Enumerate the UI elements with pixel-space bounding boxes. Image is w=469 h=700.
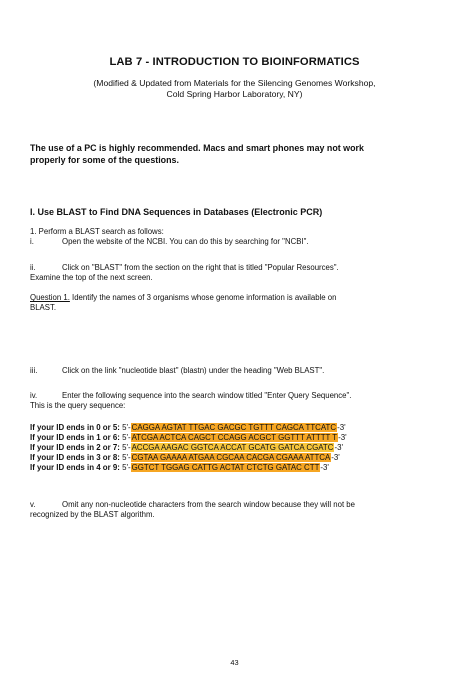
- question-1-label: Question 1.: [30, 293, 70, 302]
- step-ii-text-b: Examine the top of the next screen.: [30, 273, 153, 282]
- step-ii-number: ii.: [30, 263, 36, 272]
- section-heading: I. Use BLAST to Find DNA Sequences in Databases (Electronic PCR): [30, 207, 323, 217]
- step-iv-text-a: Enter the following sequence into the search window titled "Enter Query Sequence".: [62, 391, 352, 400]
- subtitle-line-1: (Modified & Updated from Materials for the Silencing Genomes Workshop,: [93, 78, 376, 88]
- sequence-label: If your ID ends in 1 or 6:: [30, 433, 120, 442]
- sequence-row-0: [30, 423, 346, 433]
- step-iii-text: Click on the link "nucleotide blast" (blastn) under the heading "Web BLAST".: [62, 366, 325, 375]
- sequence-label: If your ID ends in 3 or 8:: [30, 453, 120, 462]
- sequence-highlight: CGTAA GAAAA ATGAA CGCAA CACGA CGAAA ATTCA: [131, 453, 331, 462]
- step-iv-text-b: This is the query sequence:: [30, 401, 126, 410]
- sequence-suffix: -3': [338, 433, 347, 442]
- step-ii-text-a: Click on "BLAST" from the section on the right that is titled "Popular Resources".: [62, 263, 339, 272]
- sequence-suffix: -3': [334, 443, 343, 452]
- sequence-prefix: 5'-: [122, 463, 131, 472]
- sequence-highlight: ATCGA ACTCA CAGCT CCAGG ACGCT GGTTT ATTTT T: [131, 433, 338, 442]
- step-iv-number: iv.: [30, 391, 38, 400]
- sequence-prefix: 5'-: [122, 453, 131, 462]
- sequence-highlight: CAGGA AGTAT TTGAC GACGC TGTTT CAGCA TTCATC: [131, 423, 337, 432]
- sequence-suffix: -3': [331, 453, 340, 462]
- sequence-prefix: 5'-: [122, 423, 131, 432]
- sequence-label: If your ID ends in 0 or 5:: [30, 423, 120, 432]
- step-i-text: Open the website of the NCBI. You can do this by searching for "NCBI".: [62, 237, 309, 246]
- sequence-row-3: [30, 453, 340, 463]
- question-1-text-a: Identify the names of 3 organisms whose genome information is available on: [69, 293, 337, 302]
- sequence-prefix: 5'-: [122, 433, 131, 442]
- sequence-row-4: [30, 463, 329, 473]
- step-v-text-a: Omit any non-nucleotide characters from the search window because they will not be: [62, 500, 355, 509]
- pc-note-line-1: The use of a PC is highly recommended. Macs and smart phones may not work: [30, 143, 364, 153]
- page-number: 43: [230, 658, 239, 667]
- page-title: LAB 7 - INTRODUCTION TO BIOINFORMATICS: [109, 56, 360, 68]
- sequence-highlight: ACCGA AAGAC GGTCA ACCAT GCATG GATCA CGATC: [131, 443, 334, 452]
- step-v-number: v.: [30, 500, 36, 509]
- sequence-prefix: 5'-: [122, 443, 131, 452]
- subtitle-line-2: Cold Spring Harbor Laboratory, NY): [166, 89, 303, 99]
- step-v-text-b: recognized by the BLAST algorithm.: [30, 510, 155, 519]
- sequence-highlight: GGTCT TGGAG CATTG ACTAT CTCTG GATAC CTT: [131, 463, 320, 472]
- step-iii-number: iii.: [30, 366, 38, 375]
- question-1-text-b: BLAST.: [30, 303, 57, 312]
- step-i-number: i.: [30, 237, 34, 246]
- sequence-suffix: -3': [320, 463, 329, 472]
- question-1: [30, 293, 336, 303]
- sequence-row-2: [30, 443, 343, 453]
- sequence-suffix: -3': [337, 423, 346, 432]
- pc-note-line-2: properly for some of the questions.: [30, 155, 179, 165]
- sequence-row-1: [30, 433, 347, 443]
- step-1: 1. Perform a BLAST search as follows:: [30, 227, 164, 236]
- sequence-label: If your ID ends in 4 or 9:: [30, 463, 120, 472]
- sequence-label: If your ID ends in 2 or 7:: [30, 443, 120, 452]
